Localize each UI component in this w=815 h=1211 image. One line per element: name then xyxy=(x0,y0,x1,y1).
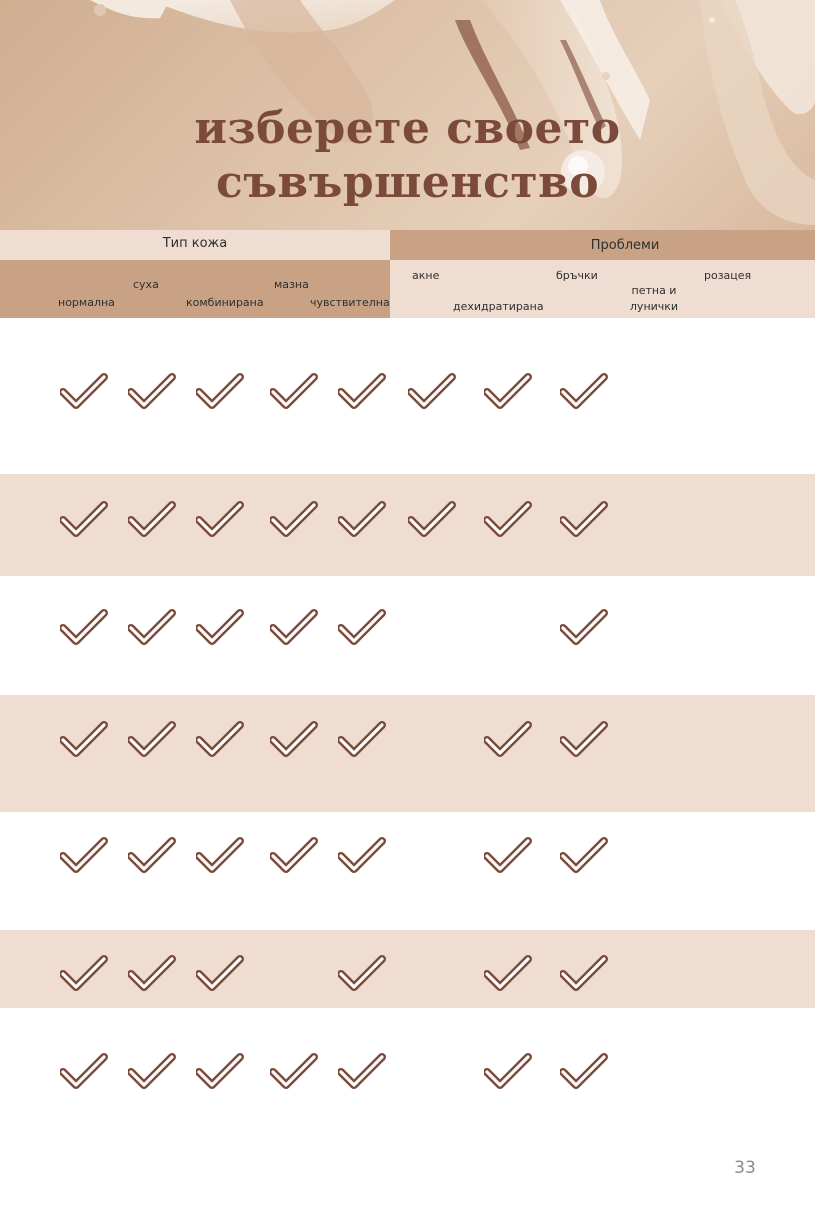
check-icon xyxy=(408,500,456,540)
column-label-oily: мазна xyxy=(274,278,309,291)
check-icon xyxy=(196,720,244,760)
check-icon xyxy=(338,836,386,876)
check-icon xyxy=(196,500,244,540)
column-label-normal: нормална xyxy=(58,296,115,309)
check-icon xyxy=(484,500,532,540)
check-icon xyxy=(484,720,532,760)
check-icon xyxy=(270,1052,318,1092)
check-icon xyxy=(338,1052,386,1092)
check-icon xyxy=(560,954,608,994)
check-icon xyxy=(196,1052,244,1092)
table-row xyxy=(0,1008,815,1118)
check-icon xyxy=(60,954,108,994)
check-icon xyxy=(270,608,318,648)
page-number: 33 xyxy=(734,1158,756,1178)
check-icon xyxy=(338,954,386,994)
check-icon xyxy=(484,836,532,876)
check-icon xyxy=(560,720,608,760)
check-icon xyxy=(128,500,176,540)
column-label-sensitive: чувствителна xyxy=(310,296,390,309)
check-icon xyxy=(270,500,318,540)
check-icon xyxy=(338,372,386,412)
check-icon xyxy=(60,836,108,876)
check-icon xyxy=(128,836,176,876)
table-row xyxy=(0,930,815,1008)
check-icon xyxy=(270,720,318,760)
check-icon xyxy=(128,608,176,648)
check-icon xyxy=(270,836,318,876)
check-icon xyxy=(60,1052,108,1092)
check-icon xyxy=(196,954,244,994)
skin-type-columns-header xyxy=(0,260,390,318)
check-icon xyxy=(60,608,108,648)
column-label-wrinkles: бръчки xyxy=(556,269,598,282)
skin-type-group-label: Тип кожа xyxy=(162,236,228,251)
check-icon xyxy=(196,608,244,648)
check-icon xyxy=(196,836,244,876)
check-icon xyxy=(128,372,176,412)
table-row xyxy=(0,695,815,812)
hero-banner xyxy=(0,0,815,230)
check-icon xyxy=(60,372,108,412)
table-row xyxy=(0,576,815,695)
check-icon xyxy=(560,1052,608,1092)
check-icon xyxy=(560,372,608,412)
column-label-dry: суха xyxy=(133,278,159,291)
check-icon xyxy=(60,500,108,540)
problems-group-label: Проблеми xyxy=(590,238,660,253)
check-icon xyxy=(128,954,176,994)
column-label-combination: комбинирана xyxy=(186,296,264,309)
column-label-rosacea: розацея xyxy=(704,269,752,282)
check-icon xyxy=(128,1052,176,1092)
check-icon xyxy=(560,608,608,648)
problems-group-header xyxy=(390,230,815,260)
check-icon xyxy=(484,372,532,412)
check-icon xyxy=(484,1052,532,1092)
check-icon xyxy=(560,500,608,540)
table-row xyxy=(0,812,815,930)
check-icon xyxy=(128,720,176,760)
title-line-2: съвършенство xyxy=(215,157,600,208)
check-icon xyxy=(270,372,318,412)
column-label-dehydrated: дехидратирана xyxy=(453,300,544,313)
column-label-spots: петна и лунички xyxy=(629,284,679,313)
check-icon xyxy=(196,372,244,412)
check-icon xyxy=(408,372,456,412)
page-title xyxy=(0,102,815,210)
check-icon xyxy=(484,954,532,994)
check-icon xyxy=(338,500,386,540)
check-icon xyxy=(338,608,386,648)
skin-type-group-header xyxy=(0,230,390,260)
title-line-1: изберете своето xyxy=(194,103,621,154)
check-icon xyxy=(560,836,608,876)
column-label-acne: акне xyxy=(412,269,440,282)
check-icon xyxy=(60,720,108,760)
check-icon xyxy=(338,720,386,760)
